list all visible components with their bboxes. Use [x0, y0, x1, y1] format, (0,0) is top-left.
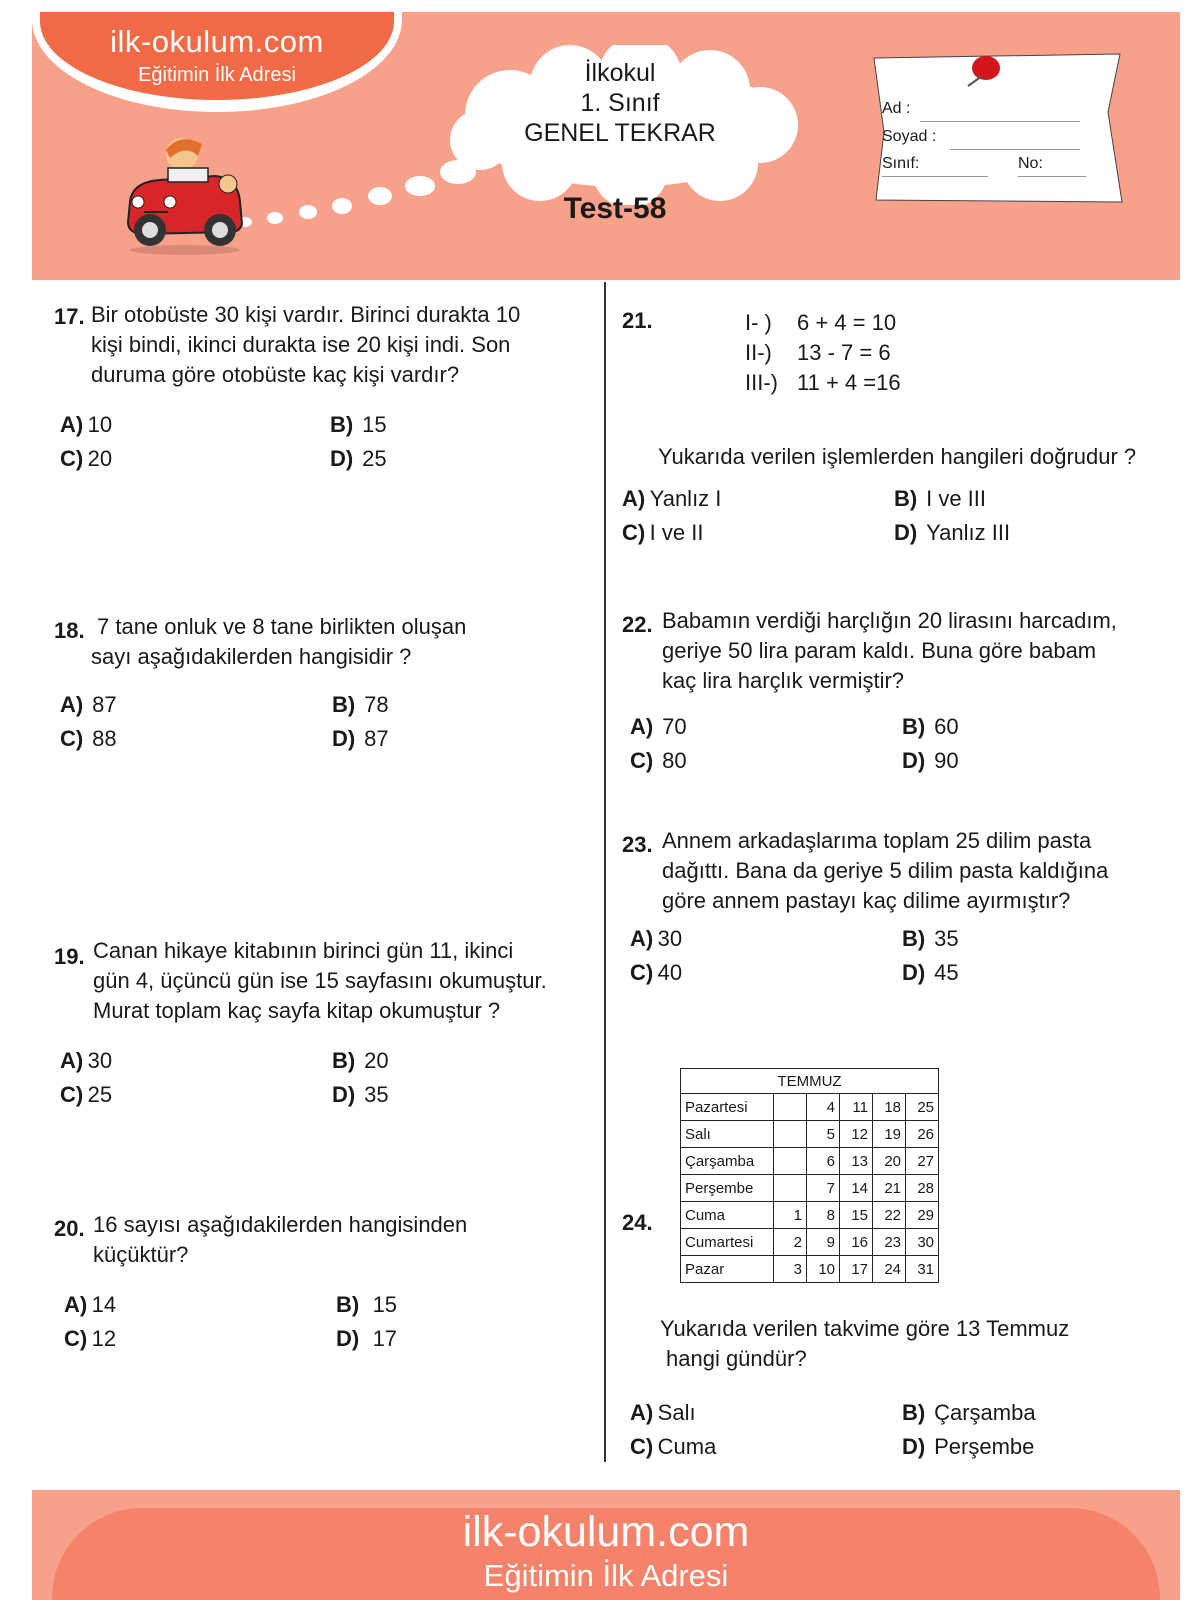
option-a[interactable]: A) Yanlız I	[622, 486, 722, 511]
calendar-row: Pazartesi 4 11 18 25	[681, 1094, 939, 1121]
level-label: İlkokul	[584, 59, 656, 87]
question-line: 7 tane onluk ve 8 tane birlikten oluşan	[97, 614, 467, 639]
student-info-card	[870, 52, 1125, 207]
calendar-month: TEMMUZ	[681, 1069, 939, 1094]
calendar-row: Perşembe 7 14 21 28	[681, 1175, 939, 1202]
option-c[interactable]: C) 80	[630, 748, 687, 773]
option-d[interactable]: D) Perşembe	[902, 1434, 1035, 1459]
question-number: 24.	[622, 1210, 653, 1235]
option-c[interactable]: C) Cuma	[630, 1434, 717, 1459]
question-line: hangi gündür?	[666, 1346, 807, 1371]
option-a[interactable]: A) 70	[630, 714, 687, 739]
option-a[interactable]: A) 30	[630, 926, 683, 951]
footer-slogan: Eğitimin İlk Adresi	[483, 1558, 729, 1593]
surname-label: Soyad :	[882, 128, 937, 145]
question-line: Bir otobüste 30 kişi vardır. Birinci durakta 10	[91, 302, 521, 327]
calendar-table	[680, 1068, 939, 1283]
option-b[interactable]: B) 78	[332, 692, 389, 717]
calendar	[680, 1068, 939, 1283]
question-line: kişi bindi, ikinci durakta ise 20 kişi indi. Son	[91, 332, 511, 357]
calendar-row: Çarşamba 6 13 20 27	[681, 1148, 939, 1175]
car-illustration-icon	[120, 132, 250, 257]
number-line[interactable]	[1018, 176, 1086, 177]
name-label: Ad :	[882, 100, 911, 117]
calendar-row: Salı 5 12 19 26	[681, 1121, 939, 1148]
question-line: geriye 50 lira param kaldı. Buna göre babam	[662, 638, 1097, 663]
option-a[interactable]: A) 87	[60, 692, 117, 717]
option-c[interactable]: C) 88	[60, 726, 117, 751]
option-c[interactable]: C) 20	[60, 446, 113, 471]
question-number: 21.	[622, 308, 653, 333]
question-text	[662, 606, 1172, 696]
calendar-row: Cuma 1 8 15 22 29	[681, 1202, 939, 1229]
question-number: 23.	[622, 832, 653, 857]
pushpin-icon	[962, 52, 1012, 92]
name-line[interactable]	[920, 121, 1080, 122]
question-text	[93, 1210, 593, 1270]
question-line: kaç lira harçlık vermiştir?	[662, 668, 905, 693]
option-c[interactable]: C) 40	[630, 960, 683, 985]
option-b[interactable]: B) I ve III	[894, 486, 987, 511]
question-number: 18.	[54, 618, 85, 643]
option-a[interactable]: A) 30	[60, 1048, 113, 1073]
question-line: Yukarıda verilen takvime göre 13 Temmuz	[660, 1316, 1070, 1341]
title-block	[470, 58, 770, 148]
thought-bubbles-icon	[230, 150, 480, 230]
option-a[interactable]: A) 14	[64, 1292, 117, 1317]
topic-label: GENEL TEKRAR	[524, 119, 716, 147]
question-line: 16 sayısı aşağıdakilerden hangisinden	[93, 1212, 468, 1237]
question-text	[91, 300, 591, 390]
brand-logo	[40, 12, 394, 100]
question-line: gün 4, üçüncü gün ise 15 sayfasını okumuştur.	[93, 968, 547, 993]
option-d[interactable]: D) Yanlız III	[894, 520, 1011, 545]
option-c[interactable]: C) 25	[60, 1082, 113, 1107]
question-line: küçüktür?	[93, 1242, 189, 1267]
footer-site: ilk-okulum.com	[462, 1508, 750, 1556]
option-d[interactable]: D) 90	[902, 748, 959, 773]
option-d[interactable]: D) 45	[902, 960, 959, 985]
question-line: duruma göre otobüste kaç kişi vardır?	[91, 362, 460, 387]
brand-slogan: Eğitimin İlk Adresi	[138, 64, 296, 86]
class-line[interactable]	[882, 176, 988, 177]
option-b[interactable]: B) Çarşamba	[902, 1400, 1036, 1425]
option-d[interactable]: D) 17	[336, 1326, 398, 1351]
operation-item: II-) 13 - 7 = 6	[745, 340, 891, 365]
number-label: No:	[1018, 155, 1043, 172]
question-line: Murat toplam kaç sayfa kitap okumuştur ?	[93, 998, 501, 1023]
option-d[interactable]: D) 87	[332, 726, 389, 751]
question-line: dağıttı. Bana da geriye 5 dilim pasta kaldığına	[662, 858, 1109, 883]
operation-item: III-) 11 + 4 =16	[745, 370, 901, 395]
question-text: Yukarıda verilen işlemlerden hangileri doğrudur ?	[658, 444, 1137, 469]
option-a[interactable]: A) Salı	[630, 1400, 696, 1425]
option-b[interactable]: B) 60	[902, 714, 959, 739]
question-line: Babamın verdiği harçlığın 20 lirasını harcadım,	[662, 608, 1117, 633]
question-number: 22.	[622, 612, 653, 637]
option-b[interactable]: B) 15	[336, 1292, 398, 1317]
option-a[interactable]: A) 10	[60, 412, 113, 437]
option-b[interactable]: B) 35	[902, 926, 959, 951]
option-b[interactable]: B) 15	[330, 412, 387, 437]
question-number: 19.	[54, 944, 85, 969]
operation-list	[745, 308, 901, 398]
option-c[interactable]: C) 12	[64, 1326, 117, 1351]
grade-label: 1. Sınıf	[580, 89, 660, 117]
question-text	[662, 826, 1172, 916]
question-text	[93, 936, 603, 1026]
question-line: Annem arkadaşlarıma toplam 25 dilim pasta	[662, 828, 1092, 853]
brand-site: ilk-okulum.com	[110, 24, 324, 59]
calendar-row: Pazar 3 10 17 24 31	[681, 1256, 939, 1283]
option-b[interactable]: B) 20	[332, 1048, 389, 1073]
surname-line[interactable]	[950, 149, 1080, 150]
question-text	[660, 1314, 1160, 1374]
option-d[interactable]: D) 25	[330, 446, 387, 471]
question-line: sayı aşağıdakilerden hangisidir ?	[91, 644, 412, 669]
test-title: Test-58	[563, 192, 667, 225]
question-text	[91, 612, 591, 672]
operation-item: I- ) 6 + 4 = 10	[745, 310, 897, 335]
question-line: Canan hikaye kitabının birinci gün 11, ikinci	[93, 938, 514, 963]
calendar-row: Cumartesi 2 9 16 23 30	[681, 1229, 939, 1256]
column-divider	[604, 282, 606, 1462]
class-label: Sınıf:	[882, 155, 920, 172]
question-number: 17.	[54, 304, 85, 329]
option-c[interactable]: C) I ve II	[622, 520, 704, 545]
option-d[interactable]: D) 35	[332, 1082, 389, 1107]
question-number: 20.	[54, 1216, 85, 1241]
question-line: göre annem pastayı kaç dilime ayırmıştır?	[662, 888, 1071, 913]
